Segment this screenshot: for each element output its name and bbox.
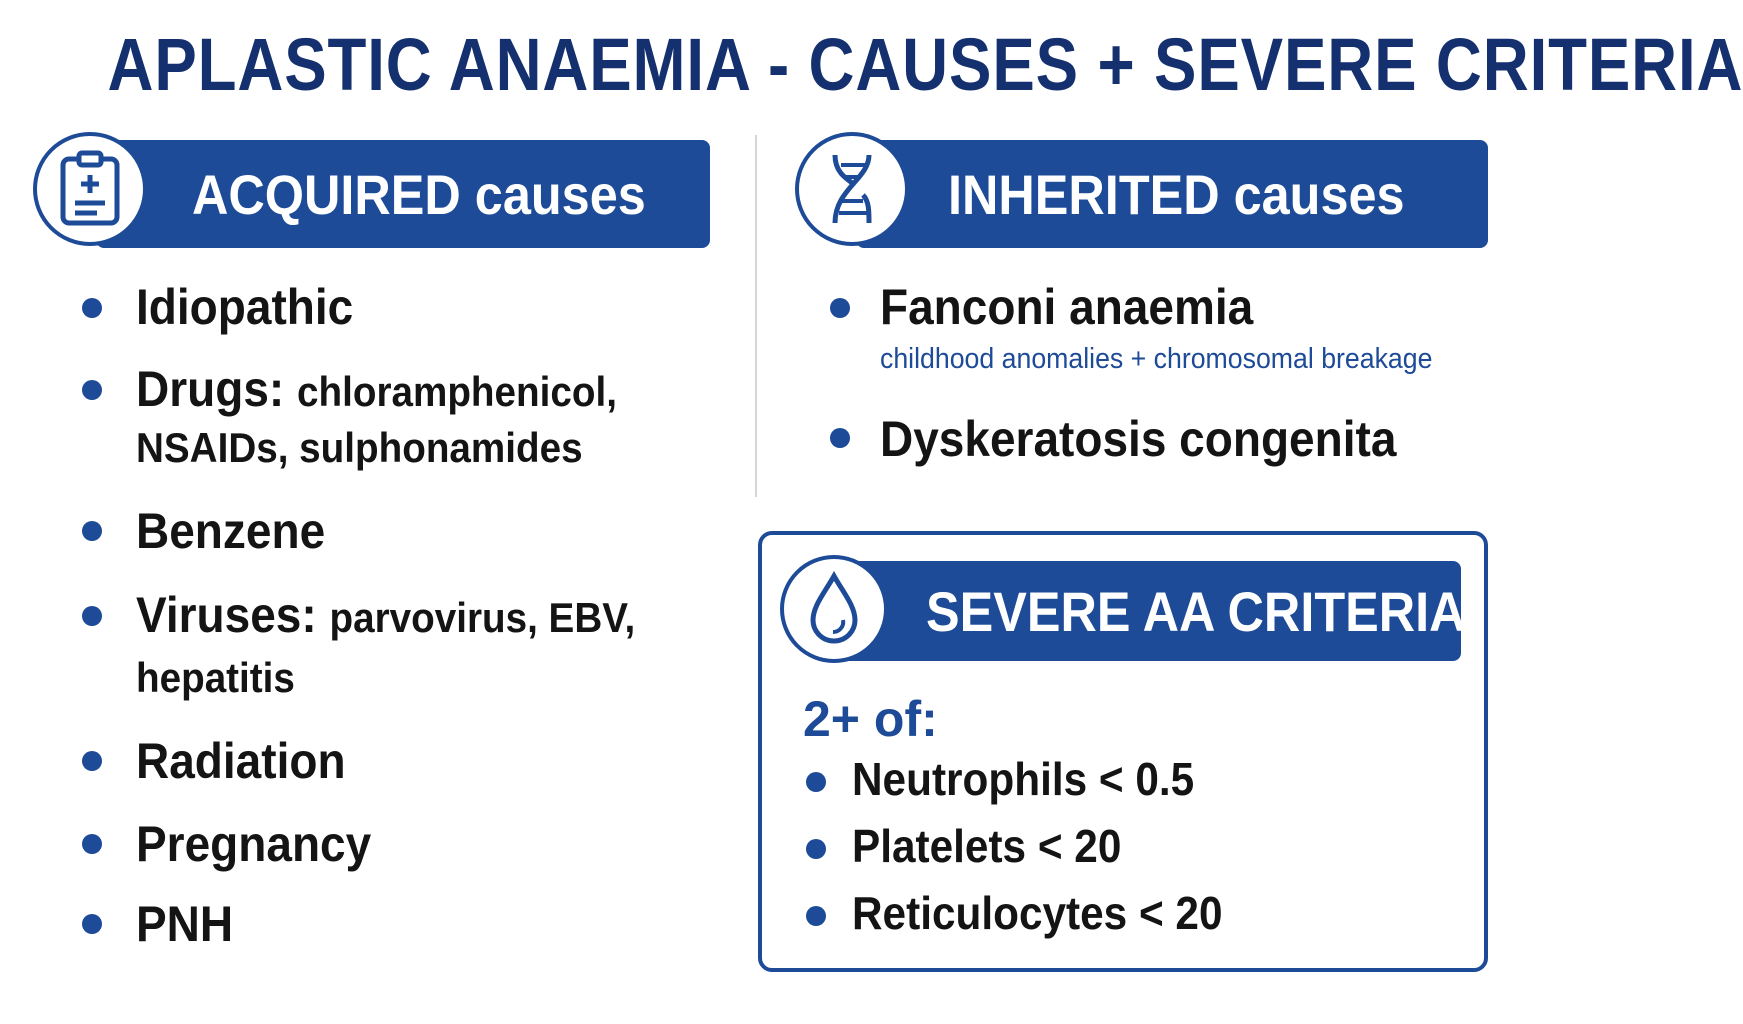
dna-helix-icon	[795, 132, 909, 246]
acquired-banner	[96, 140, 710, 248]
blood-drop-icon	[780, 555, 888, 663]
severe-qualifier: 2+ of:	[803, 691, 938, 747]
page-title: APLASTIC ANAEMIA - CAUSES + SEVERE CRITERIA	[107, 23, 1743, 106]
column-divider	[755, 135, 757, 497]
clipboard-plus-icon	[33, 132, 147, 246]
severe-banner	[836, 561, 1466, 661]
inherited-heading: INHERITED causes	[948, 162, 1405, 226]
severe-heading: SEVERE AA CRITERIA	[926, 579, 1466, 643]
acquired-heading: ACQUIRED causes	[192, 162, 646, 226]
inherited-banner	[856, 140, 1488, 248]
